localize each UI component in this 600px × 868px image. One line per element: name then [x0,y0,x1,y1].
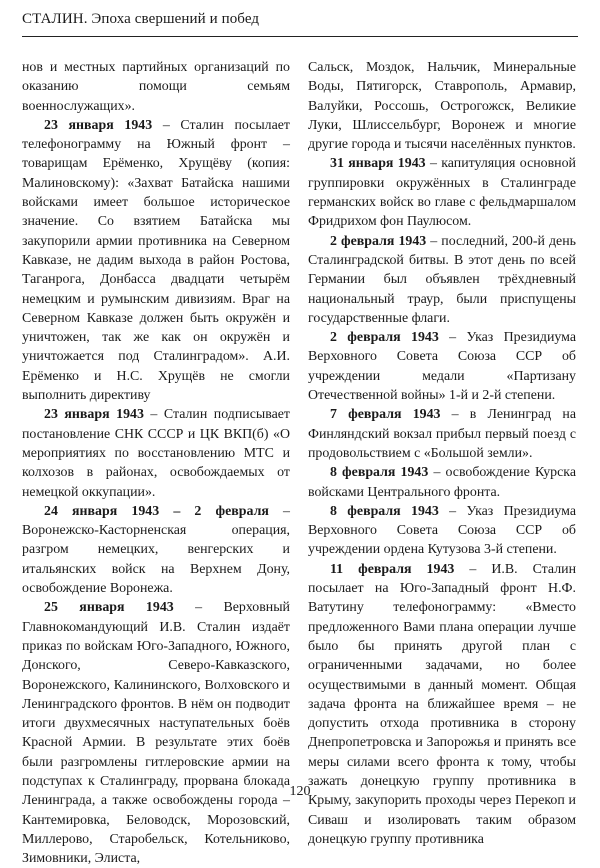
entry-date: 2 февраля 1943 [330,233,427,249]
entry-date: 25 января 1943 [44,600,174,616]
paragraph-text: – капитуляция основной группировки окружённых в Сталинграде германских войск во главе с фельдмаршалом Фридрихом фон Паулюсом. [308,156,576,230]
entry-date: 8 февраля 1943 [330,503,439,519]
paragraph [22,502,290,598]
paragraph [308,463,576,502]
right-column [308,58,576,849]
paragraph [308,232,576,328]
paragraph-text: – Сталин подписывает постановление СНК СССР и ЦК ВКП(б) «О мероприятиях по восстановлению МТС и колхозов в районах, освобождаемых от немецкой оккупации». [22,407,290,500]
paragraph [22,405,290,501]
paragraph-text: – Указ Президиума Верховного Совета Союза ССР об учреждении медали «Партизану Отечественной войны» 1-й и 2-й степени. [308,330,576,404]
paragraph-text: – Верховный Главнокомандующий И.В. Сталин издаёт приказ по войскам Юго-Западного, Южного, Донского, Северо-Кавказского, Воронежского, Калининского, Волховского и Ленинградского фронтов. В нём он подводит итоги двухмесячных наступательных боёв Красной Армии. В результате этих боёв были разгромлены гитлеровские армии на подступах к Сталинграду, прорвана блокада Ленинграда, а также освобождены города – Кантемировка, Беловодск, Морозовский, Миллерово, Старобельск, Котельниково, Зимовники, Элиста, [22,600,290,867]
paragraph [308,502,576,560]
entry-date: 24 января 1943 – 2 февраля [44,503,269,519]
header-rule [22,36,578,37]
paragraph-text: нов и местных партийных организаций по оказанию помощи семьям военнослужащих». [22,60,290,114]
paragraph-text: – освобождение Курска войсками Центрального фронта. [308,465,576,500]
page-number: 120 [289,784,311,799]
entry-date: 23 января 1943 [44,117,153,133]
paragraph [22,58,290,116]
paragraph-text: – в Ленинград на Финляндский вокзал прибыл первый поезд с продовольствием с «Большой земли». [308,407,576,461]
entry-date: 11 февраля 1943 [330,561,455,577]
entry-date: 8 февраля 1943 [330,465,429,481]
paragraph [308,58,576,154]
entry-date: 31 января 1943 [330,156,426,172]
paragraph [308,154,576,231]
paragraph-text: – И.В. Сталин посылает на Юго-Западный фронт Н.Ф. Ватутину телефонограмму: «Вместо предложенного Вами плана операции лучше было бы принять другой план с ограниченными задачами, но более осуществимыми в данный момент. Общая задача фронта на ближайшее время – не допустить отхода противника в сторону Днепропетровска и Запорожья и принять все меры силами всего фронта к тому, чтобы зажать донецкую группу противника в Крыму, закупорить проходы через Перекоп и Сиваш и изолировать таким образом донецкую группу противника [308,561,577,847]
paragraph-text: Сальск, Моздок, Нальчик, Минеральные Воды, Пятигорск, Ставрополь, Армавир, Валуйки, Россошь, Острогожск, Великие Луки, Шлиссельбург, Воронеж и многие другие города и тысячи населённых пунктов. [308,60,576,153]
paragraph-text: – последний, 200-й день Сталинградской битвы. В этот день по всей Германии был объявлен трёхдневный национальный траур, были приспущены государственные флаги. [308,233,576,326]
paragraph [22,598,290,868]
paragraph-text: – Сталин посылает телефонограмму на Южный фронт – товарищам Ерёменко, Хрущёву (копия: Малиновскому): «Захват Батайска нашими войсками имеет большое историческое значение. Со взятием Батайска мы закупорили армии противника на Северном Кавказе, не дадим выхода в район Ростова, Таганрога, Донбасса двадцати четырём немецким и румынским дивизиям. Враг на Северном Кавказе должен быть окружён и уничтожен, так же как он окружён и уничтожается под Сталинградом». А.И. Ерёменко и Н.С. Хрущёв не смогли выполнить директиву [22,117,291,404]
left-column [22,58,290,868]
paragraph-text: – Воронежско-Касторненская операция, разгром немецких, венгерских и итальянских войск на Верхнем Дону, освобождение Воронежа. [22,503,291,597]
paragraph [308,405,576,463]
entry-date: 2 февраля 1943 [330,330,439,346]
entry-date: 23 января 1943 [44,407,144,423]
entry-date: 7 февраля 1943 [330,407,441,423]
paragraph [308,328,576,405]
running-title: СТАЛИН. Эпоха свершений и побед [22,11,260,27]
paragraph [308,560,576,849]
paragraph [22,116,290,405]
paragraph-text: – Указ Президиума Верховного Совета Союза ССР об учреждении ордена Кутузова 3-й степени. [308,503,576,558]
